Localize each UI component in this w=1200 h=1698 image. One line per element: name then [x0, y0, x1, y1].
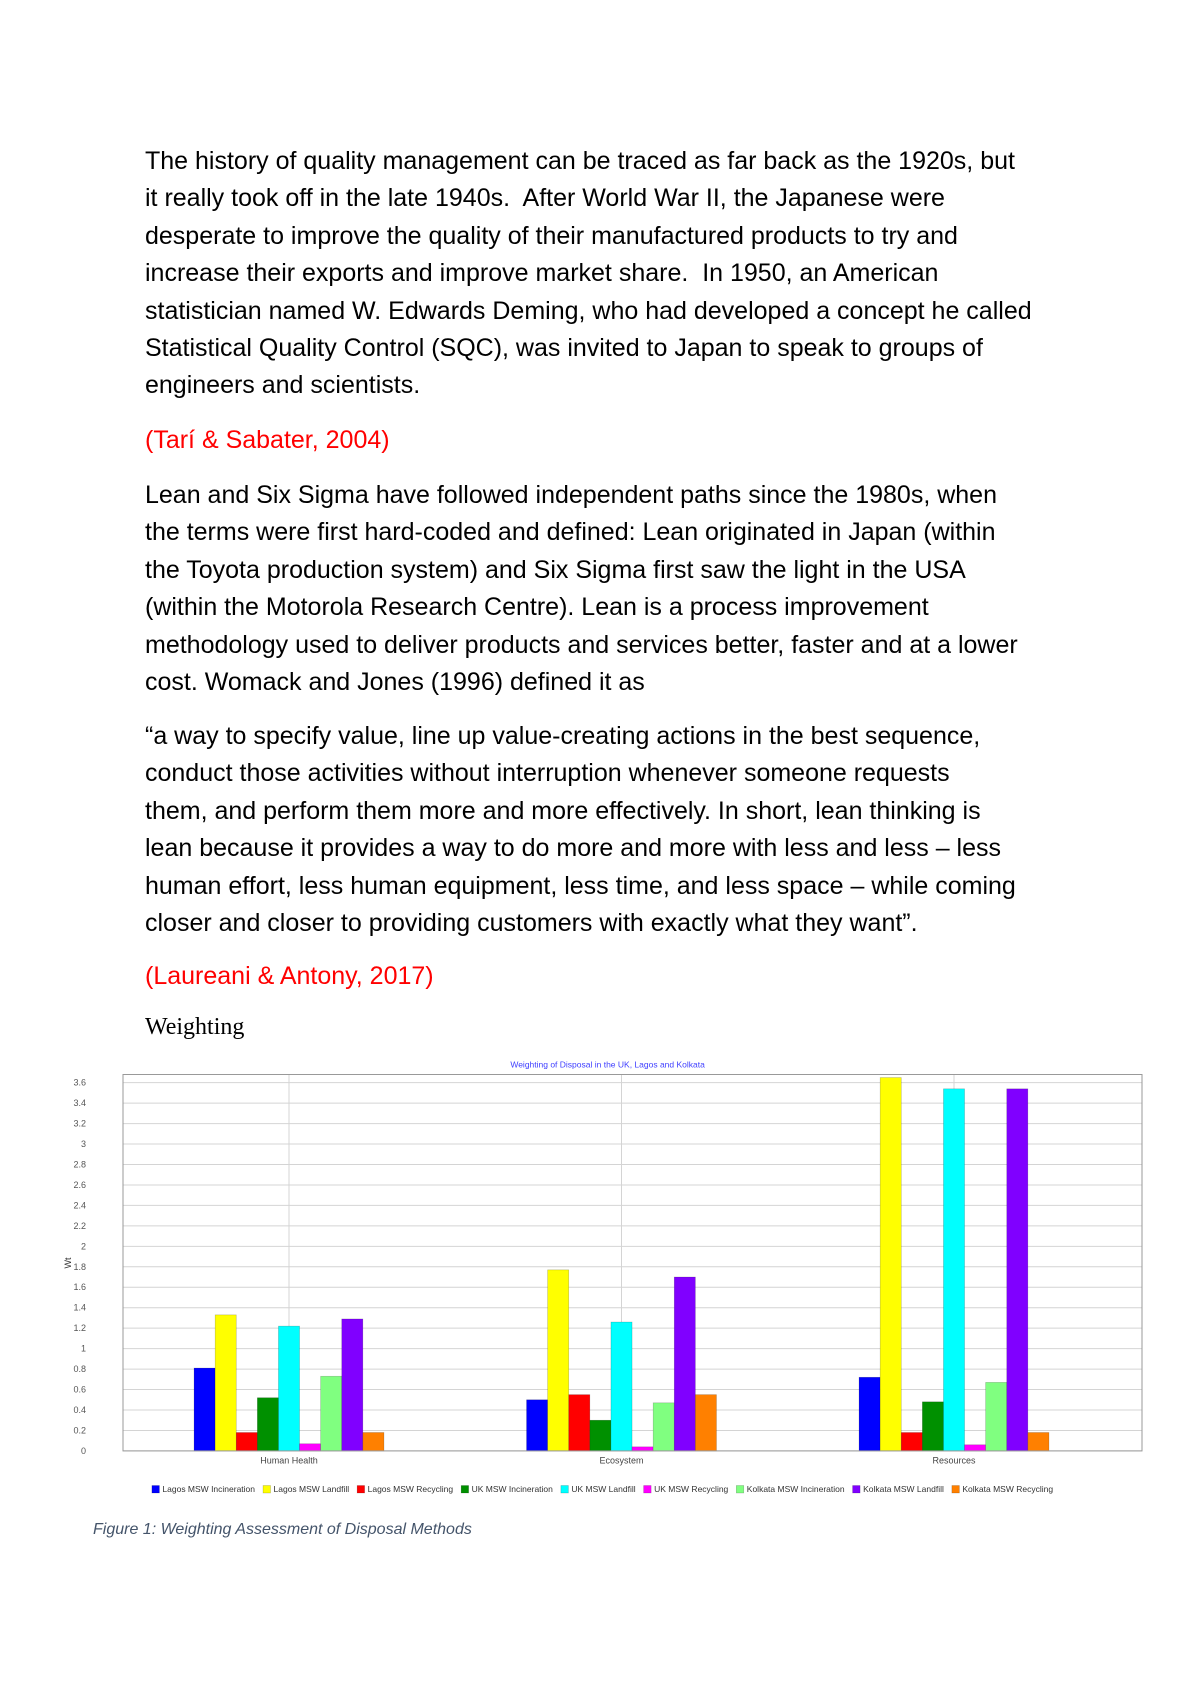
category-label: Ecosystem	[599, 1455, 644, 1466]
legend-swatch	[263, 1486, 271, 1494]
bar	[342, 1319, 363, 1451]
y-tick-label: 0.2	[73, 1425, 86, 1436]
legend-item	[461, 1484, 553, 1494]
x-axis-labels	[260, 1456, 976, 1466]
bar	[1007, 1089, 1028, 1451]
text-line: The history of quality management can be traced as far back as the 1920s, but	[145, 147, 1015, 175]
bar	[236, 1432, 257, 1450]
bar	[943, 1089, 964, 1451]
y-tick-label: 0.8	[73, 1364, 86, 1375]
paragraph-lean-six-sigma	[145, 477, 1018, 701]
y-tick-label: 2.2	[73, 1220, 86, 1231]
figure-heading: Weighting	[145, 1014, 245, 1040]
legend-item	[952, 1484, 1053, 1494]
bar	[278, 1326, 299, 1451]
text-line: (within the Motorola Research Centre). Lean is a process improvement	[145, 593, 929, 622]
y-tick-label: 1.2	[73, 1323, 86, 1334]
text-line: lean because it provides a way to do more and more with less and less – less	[145, 834, 1002, 863]
y-tick-label: 3.2	[73, 1118, 86, 1129]
text-line: Lean and Six Sigma have followed independent paths since the 1980s, when	[145, 481, 997, 509]
y-tick-label: 3.6	[73, 1077, 86, 1088]
paragraph-lean-quote	[145, 718, 1016, 942]
bar	[695, 1395, 716, 1451]
y-tick-label: 0.6	[73, 1384, 86, 1395]
text-line: conduct those activities without interruption whenever someone requests	[145, 759, 950, 788]
text-line: increase their exports and improve market share. In 1950, an American	[145, 259, 939, 288]
bar	[1028, 1432, 1049, 1450]
legend-swatch	[736, 1486, 744, 1494]
legend-swatch	[952, 1486, 960, 1494]
bar	[590, 1420, 611, 1451]
bar	[548, 1270, 569, 1451]
bar	[215, 1315, 236, 1451]
bar	[901, 1432, 922, 1450]
figure-caption: Figure 1: Weighting Assessment of Disposal Methods	[93, 1521, 472, 1538]
text-line: Statistical Quality Control (SQC), was invited to Japan to speak to groups of	[145, 334, 983, 363]
bar	[300, 1444, 321, 1451]
category-label: Human Health	[260, 1455, 318, 1466]
category-label: Resources	[932, 1455, 976, 1466]
bar	[321, 1376, 342, 1451]
legend-label: Kolkata MSW Recycling	[962, 1484, 1054, 1494]
legend-swatch	[644, 1486, 652, 1494]
y-tick-label: 3	[80, 1139, 86, 1150]
y-axis-ticks	[73, 1078, 86, 1456]
bar	[922, 1402, 943, 1451]
y-tick-label: 0.4	[73, 1404, 86, 1415]
chart-title: Weighting of Disposal in the UK, Lagos and Kolkata	[510, 1059, 705, 1070]
y-tick-label: 2.8	[73, 1159, 86, 1170]
citation-text: (Laureani & Antony, 2017)	[145, 962, 434, 990]
citation-laureani-antony	[145, 958, 434, 995]
legend-label: UK MSW Incineration	[471, 1484, 553, 1494]
bar	[632, 1447, 653, 1451]
bar	[569, 1395, 590, 1451]
text-line: engineers and scientists.	[145, 371, 421, 400]
legend-item	[736, 1484, 845, 1494]
bar	[363, 1432, 384, 1450]
legend-swatch	[357, 1486, 365, 1494]
citation-text: (Tarí & Sabater, 2004)	[145, 426, 390, 454]
text-line: desperate to improve the quality of their manufactured products to try and	[145, 221, 958, 250]
y-tick-label: 2.6	[73, 1179, 86, 1190]
y-tick-label: 0	[80, 1445, 86, 1456]
legend-label: Kolkata MSW Landfill	[863, 1484, 944, 1494]
legend-swatch	[461, 1486, 469, 1494]
bar	[859, 1377, 880, 1451]
legend-item	[263, 1484, 349, 1494]
chart-legend	[152, 1484, 1053, 1494]
y-tick-label: 2	[80, 1241, 86, 1252]
y-tick-label: 2.4	[73, 1200, 86, 1211]
text-line: methodology used to deliver products and services better, faster and at a lower	[145, 630, 1018, 659]
y-tick-label: 1.8	[73, 1261, 86, 1272]
text-line: closer and closer to providing customers with exactly what they want”.	[145, 909, 918, 938]
y-tick-label: 1.6	[73, 1282, 86, 1293]
y-axis-label: Wt	[63, 1257, 73, 1269]
bar	[194, 1368, 215, 1451]
citation-tari-sabater	[145, 422, 390, 459]
legend-label: Lagos MSW Incineration	[162, 1484, 256, 1494]
text-line: it really took off in the late 1940s. After World War II, the Japanese were	[145, 184, 945, 213]
legend-item	[644, 1484, 729, 1494]
paragraph-quality-history	[145, 143, 1032, 405]
bar	[674, 1277, 695, 1451]
bar	[611, 1322, 632, 1451]
legend-label: Kolkata MSW Incineration	[746, 1484, 845, 1494]
text-line: cost. Womack and Jones (1996) defined it as	[145, 668, 645, 697]
weighting-bar-chart	[0, 1040, 1200, 1510]
legend-swatch	[561, 1486, 569, 1494]
text-line: the terms were first hard-coded and defined: Lean originated in Japan (within	[145, 518, 996, 547]
legend-label: Lagos MSW Landfill	[273, 1484, 350, 1494]
legend-item	[152, 1484, 255, 1494]
y-tick-label: 1	[80, 1343, 86, 1354]
bar	[965, 1445, 986, 1451]
bar	[653, 1403, 674, 1451]
legend-label: UK MSW Recycling	[654, 1484, 729, 1494]
legend-item	[561, 1484, 636, 1494]
legend-item	[357, 1484, 453, 1494]
y-tick-label: 1.4	[73, 1302, 86, 1313]
text-line: “a way to specify value, line up value-creating actions in the best sequence,	[145, 722, 981, 750]
text-line: them, and perform them more and more effectively. In short, lean thinking is	[145, 796, 981, 825]
legend-swatch	[152, 1486, 160, 1494]
bar	[986, 1382, 1007, 1451]
legend-item	[853, 1484, 944, 1494]
bar	[527, 1400, 548, 1451]
text-line: human effort, less human equipment, less time, and less space – while coming	[145, 871, 1016, 900]
legend-swatch	[853, 1486, 861, 1494]
text-line: the Toyota production system) and Six Sigma first saw the light in the USA	[145, 555, 966, 584]
y-tick-label: 3.4	[73, 1098, 86, 1109]
bar	[880, 1078, 901, 1451]
bar	[257, 1398, 278, 1451]
legend-label: Lagos MSW Recycling	[367, 1484, 454, 1494]
legend-label: UK MSW Landfill	[571, 1484, 636, 1494]
text-line: statistician named W. Edwards Deming, who had developed a concept he called	[145, 296, 1032, 325]
